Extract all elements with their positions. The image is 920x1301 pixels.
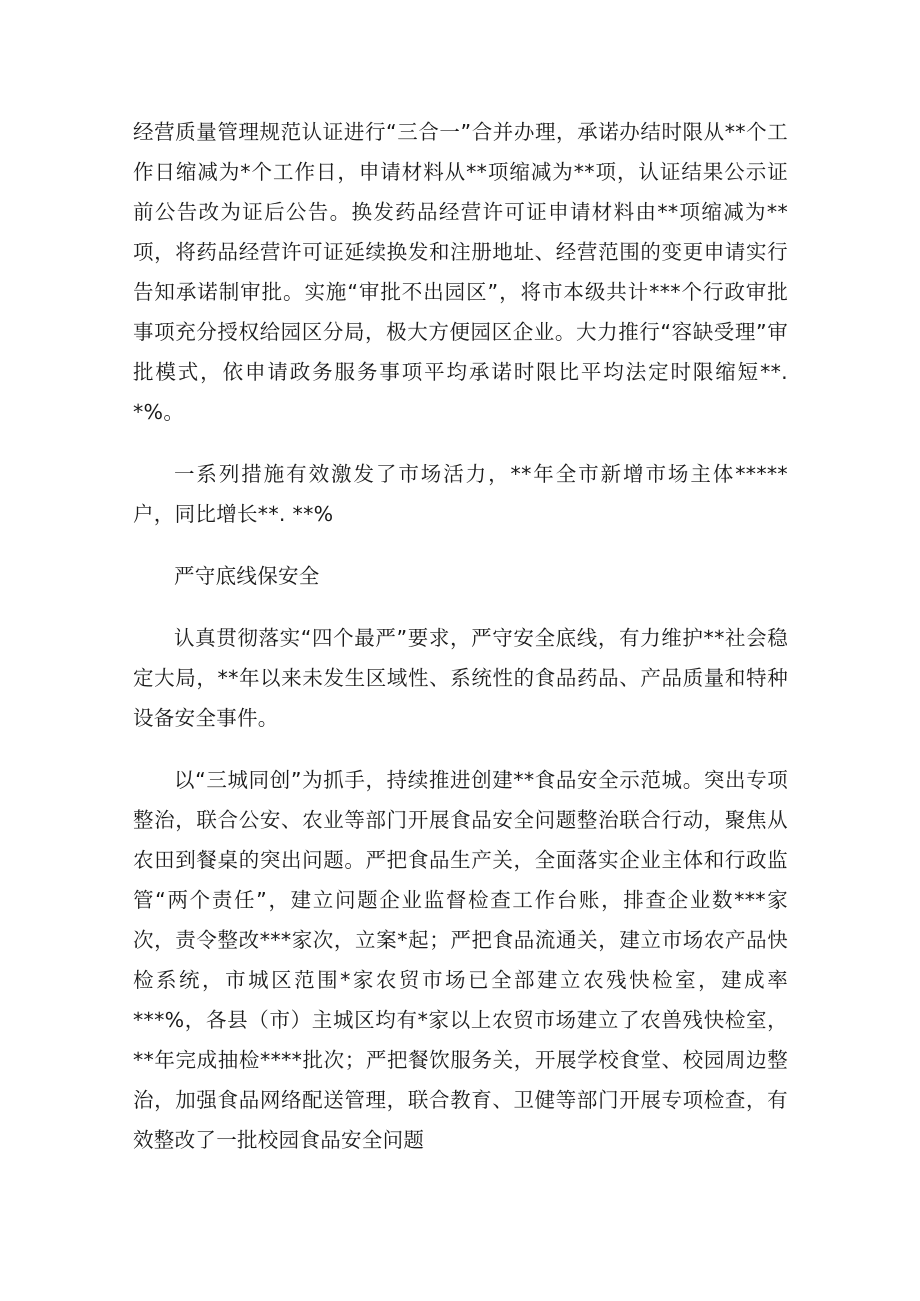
paragraph-market-vitality: 一系列措施有效激发了市场活力，**年全市新增市场主体*****户，同比增长**. **% bbox=[133, 462, 788, 526]
section-heading: 严守底线保安全 bbox=[174, 564, 320, 588]
paragraph-food-safety: 以“三城同创”为抓手，持续推进创建**食品安全示范城。突出专项整治，联合公安、农业等部门开展食品安全问题整治联合行动，聚焦从农田到餐桌的突出问题。严把食品生产关，全面落实企业主体和行政监管“两个责任”，建立问题企业监督检查工作台账，排查企业数***家次，责令整改***家次，立案*起；严把食品流通关，建立市场农产品快检系统，市城区范围*家农贸市场已全部建立农残快检室，建成率***%，各县（市）主城区均有*家以上农贸市场建立了农兽残快检室，**年完成抽检****批次；严把餐饮服务关，开展学校食堂、校园周边整治，加强食品网络配送管理，联合教育、卫健等部门开展专项检查，有效整改了一批校园食品安全问题 bbox=[133, 768, 788, 1152]
paragraph-approval-reform: 经营质量管理规范认证进行“三合一”合并办理，承诺办结时限从**个工作日缩减为*个工作日，申请材料从**项缩减为**项，认证结果公示证前公告改为证后公告。换发药品经营许可证申请材料由**项缩减为**项，将药品经营许可证延续换发和注册地址、经营范围的变更申请实行告知承诺制审批。实施“审批不出园区”，将市本级共计***个行政审批事项充分授权给园区分局，极大方便园区企业。大力推行“容缺受理”审批模式，依申请政务服务事项平均承诺时限比平均法定时限缩短**. *%。 bbox=[133, 120, 788, 424]
paragraph-safety-bottom-line: 认真贯彻落实“四个最严”要求，严守安全底线，有力维护**社会稳定大局，**年以来未发生区域性、系统性的食品药品、产品质量和特种设备安全事件。 bbox=[133, 626, 788, 730]
